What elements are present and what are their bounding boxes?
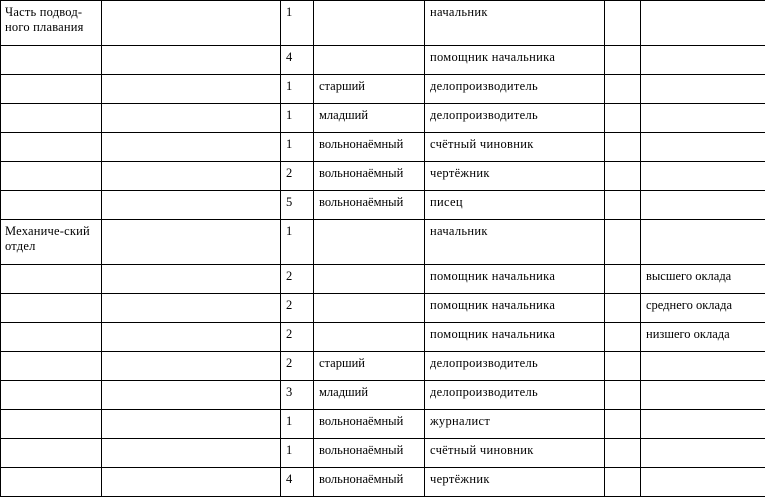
rank-cell: старший [314,352,425,381]
rank-cell [314,294,425,323]
position-cell: начальник [425,220,605,265]
rank-cell: младший [314,104,425,133]
department-cell [1,104,102,133]
blank-cell [102,381,281,410]
note-cell: низшего оклада [641,323,765,352]
blank-cell [102,191,281,220]
department-cell [1,323,102,352]
quantity-cell: 1 [281,104,314,133]
note-cell [641,75,765,104]
position-cell: помощник начальника [425,294,605,323]
blank-cell [102,75,281,104]
position-cell: помощник начальника [425,323,605,352]
note-cell [641,410,765,439]
table-row [1,294,765,323]
quantity-cell: 4 [281,468,314,497]
rank-cell: вольнонаёмный [314,162,425,191]
position-cell: помощник начальника [425,46,605,75]
rank-cell: младший [314,381,425,410]
blank-cell [605,323,641,352]
quantity-cell: 1 [281,1,314,46]
quantity-cell: 1 [281,133,314,162]
blank-cell [102,265,281,294]
position-cell: делопроизводитель [425,352,605,381]
blank-cell [605,352,641,381]
table-row [1,191,765,220]
quantity-cell: 1 [281,439,314,468]
note-cell [641,1,765,46]
note-cell [641,381,765,410]
rank-cell: вольнонаёмный [314,410,425,439]
blank-cell [102,46,281,75]
quantity-cell: 1 [281,220,314,265]
position-cell: писец [425,191,605,220]
rank-cell [314,323,425,352]
blank-cell [605,133,641,162]
quantity-cell: 2 [281,162,314,191]
rank-cell [314,265,425,294]
quantity-cell: 3 [281,381,314,410]
department-cell [1,75,102,104]
rank-cell [314,46,425,75]
note-cell: среднего оклада [641,294,765,323]
table-row [1,1,765,46]
position-cell: делопроизводитель [425,381,605,410]
department-cell [1,133,102,162]
blank-cell [102,323,281,352]
department-cell [1,265,102,294]
note-cell [641,46,765,75]
department-cell [1,46,102,75]
department-cell [1,381,102,410]
rank-cell: вольнонаёмный [314,468,425,497]
quantity-cell: 2 [281,294,314,323]
department-cell [1,410,102,439]
blank-cell [102,1,281,46]
blank-cell [605,294,641,323]
table-row [1,133,765,162]
quantity-cell: 1 [281,75,314,104]
blank-cell [605,104,641,133]
blank-cell [102,468,281,497]
blank-cell [102,410,281,439]
department-cell [1,294,102,323]
table-row [1,162,765,191]
blank-cell [102,294,281,323]
blank-cell [605,191,641,220]
position-cell: делопроизводитель [425,104,605,133]
table-row [1,323,765,352]
blank-cell [605,162,641,191]
position-cell: чертёжник [425,468,605,497]
blank-cell [102,162,281,191]
quantity-cell: 5 [281,191,314,220]
table-row [1,439,765,468]
blank-cell [605,75,641,104]
table-row [1,75,765,104]
rank-cell: старший [314,75,425,104]
blank-cell [605,410,641,439]
rank-cell: вольнонаёмный [314,191,425,220]
blank-cell [605,46,641,75]
position-cell: помощник начальника [425,265,605,294]
note-cell [641,104,765,133]
blank-cell [605,1,641,46]
note-cell [641,191,765,220]
rank-cell: вольнонаёмный [314,133,425,162]
quantity-cell: 2 [281,265,314,294]
department-cell [1,468,102,497]
department-cell: Механиче-ский отдел [1,220,102,265]
position-cell: чертёжник [425,162,605,191]
quantity-cell: 1 [281,410,314,439]
department-cell [1,191,102,220]
blank-cell [605,220,641,265]
position-cell: начальник [425,1,605,46]
position-cell: делопроизводитель [425,75,605,104]
blank-cell [605,439,641,468]
quantity-cell: 2 [281,352,314,381]
note-cell: высшего оклада [641,265,765,294]
note-cell [641,220,765,265]
note-cell [641,162,765,191]
table-row [1,381,765,410]
table-row [1,104,765,133]
note-cell [641,439,765,468]
table-row [1,220,765,265]
blank-cell [605,381,641,410]
rank-cell [314,1,425,46]
department-cell: Часть подвод-ного плавания [1,1,102,46]
note-cell [641,468,765,497]
blank-cell [102,439,281,468]
department-cell [1,439,102,468]
table-row [1,46,765,75]
position-cell: журналист [425,410,605,439]
note-cell [641,133,765,162]
position-cell: счётный чиновник [425,133,605,162]
table-row [1,352,765,381]
department-cell [1,162,102,191]
department-cell [1,352,102,381]
blank-cell [102,104,281,133]
quantity-cell: 2 [281,323,314,352]
table-row [1,468,765,497]
note-cell [641,352,765,381]
table-row [1,410,765,439]
quantity-cell: 4 [281,46,314,75]
position-cell: счётный чиновник [425,439,605,468]
table-row [1,265,765,294]
blank-cell [605,265,641,294]
blank-cell [605,468,641,497]
rank-cell [314,220,425,265]
blank-cell [102,133,281,162]
blank-cell [102,352,281,381]
rank-cell: вольнонаёмный [314,439,425,468]
blank-cell [102,220,281,265]
